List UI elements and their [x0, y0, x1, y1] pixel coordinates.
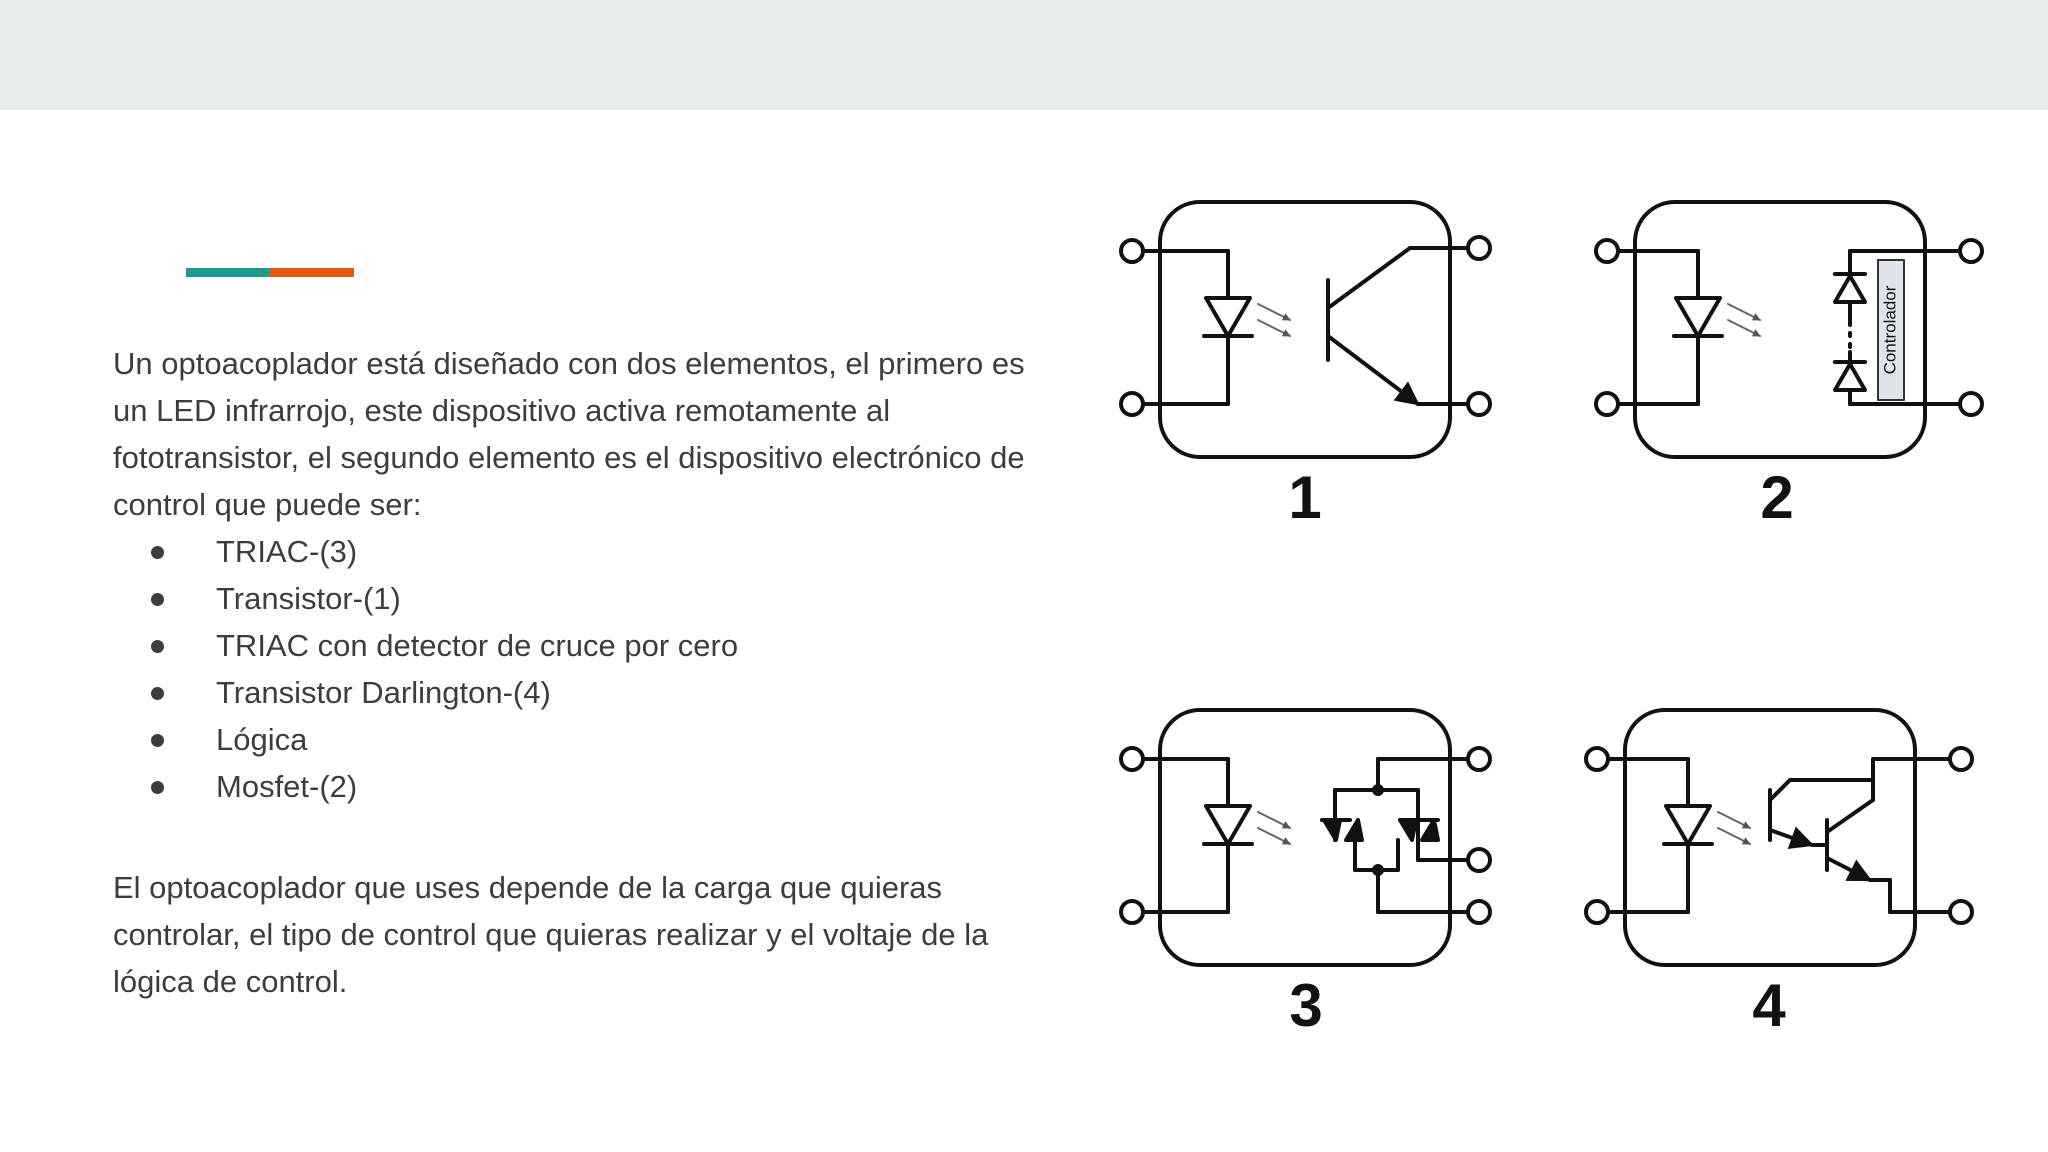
- header-band: [0, 0, 2048, 110]
- diagram-label-2: 2: [1760, 464, 1794, 531]
- diagram-4-darlington: [1586, 710, 1972, 965]
- list-item: TRIAC con detector de cruce por cero: [113, 622, 1033, 669]
- diagram-2-mosfet: [1596, 202, 1982, 457]
- diagram-3-triac: [1121, 710, 1490, 965]
- diagram-label-3: 3: [1289, 972, 1323, 1039]
- optocoupler-diagrams: [1100, 180, 2000, 1080]
- outro-paragraph: El optoacoplador que uses depende de la carga que quieras controlar, el tipo de control que quieras realizar y el voltaje de la lógica de control.: [113, 870, 989, 999]
- intro-paragraph: Un optoacoplador está diseñado con dos elementos, el primero es un LED infrarrojo, este dispositivo activa remotamente al fototransistor, el segundo elemento es el dispositivo electrónico de control que puede ser:: [113, 346, 1025, 522]
- text-content: [113, 340, 1033, 1005]
- controller-label: Controlador: [1880, 285, 1900, 375]
- list-item: TRIAC-(3): [113, 528, 1033, 575]
- list-item: Mosfet-(2): [113, 763, 1033, 810]
- list-item: Transistor Darlington-(4): [113, 669, 1033, 716]
- list-item: Transistor-(1): [113, 575, 1033, 622]
- diagram-svg: [1100, 180, 2000, 1080]
- control-options-list: [113, 528, 1033, 810]
- diagram-label-4: 4: [1752, 972, 1786, 1039]
- list-item: Lógica: [113, 716, 1033, 763]
- diagram-1-transistor: [1121, 202, 1490, 457]
- accent-bar-orange: [270, 268, 354, 277]
- diagram-label-1: 1: [1288, 464, 1322, 531]
- accent-bar-teal: [186, 268, 270, 277]
